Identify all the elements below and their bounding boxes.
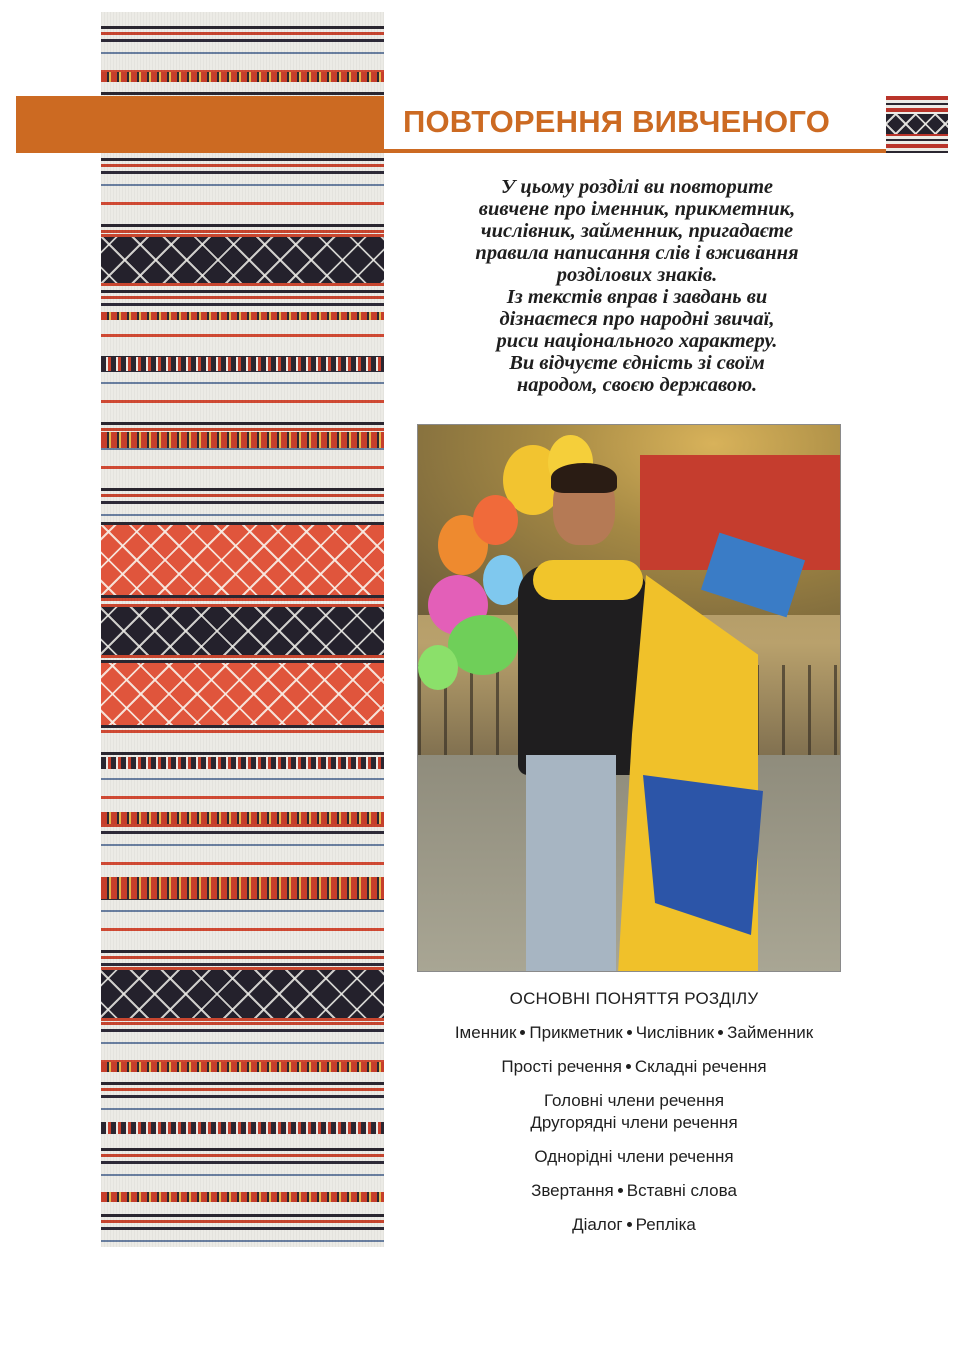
towel-stripe — [101, 1192, 384, 1202]
concept-item: Однорідні члени речення — [534, 1147, 734, 1166]
towel-ornament-band — [101, 660, 384, 728]
concept-item: Головні члени речення — [543, 1091, 725, 1110]
concept-item: Іменник — [454, 1023, 517, 1042]
towel-ornament-band — [101, 522, 384, 598]
concept-item: Другорядні члени речення — [530, 1113, 738, 1132]
intro-paragraph — [418, 176, 856, 396]
concepts-row — [416, 1180, 852, 1202]
concepts-row — [416, 1214, 852, 1236]
towel-stripe — [101, 432, 384, 448]
towel-ornament-band — [101, 234, 384, 286]
towel-stripe — [101, 1122, 384, 1134]
towel-stripe — [101, 312, 384, 320]
concepts-row — [416, 1056, 852, 1078]
bullet-dot — [627, 1030, 632, 1035]
intro-line: У цьому розділі ви повторите — [501, 176, 773, 198]
photo-man-with-flags — [417, 424, 841, 972]
embroidered-towel-image — [101, 12, 384, 1247]
concept-item: Складні речення — [634, 1057, 767, 1076]
bullet-dot — [626, 1064, 631, 1069]
concept-item: Вставні слова — [626, 1181, 737, 1200]
intro-line: правила написання слів і вживання — [475, 242, 799, 264]
bullet-dot — [718, 1030, 723, 1035]
intro-line: дізнаєтеся про народні звичаї, — [499, 308, 775, 330]
towel-ornament-band — [101, 967, 384, 1021]
concept-item: Прикметник — [529, 1023, 623, 1042]
concepts-heading: ОСНОВНІ ПОНЯТТЯ РОЗДІЛУ — [509, 989, 759, 1008]
intro-line: Ви відчуєте єдність зі своїм — [509, 352, 765, 374]
key-concepts — [416, 988, 852, 1248]
intro-line: народом, своєю державою. — [516, 374, 758, 396]
bullet-dot — [520, 1030, 525, 1035]
concepts-row — [416, 1022, 852, 1044]
intro-line: числівник, займенник, пригадаєте — [480, 220, 794, 242]
towel-stripe — [101, 812, 384, 824]
concept-item: Прості речення — [501, 1057, 622, 1076]
concept-item: Діалог — [572, 1215, 623, 1234]
section-title: ПОВТОРЕННЯ ВИВЧЕНОГО — [403, 104, 831, 139]
towel-stripe — [101, 877, 384, 899]
towel-stripe — [101, 72, 384, 82]
concept-item: Звертання — [531, 1181, 614, 1200]
towel-ornament-band — [101, 604, 384, 658]
concept-item: Числівник — [635, 1023, 715, 1042]
intro-line: вивчене про іменник, прикметник, — [478, 198, 796, 220]
intro-line: риси національного характеру. — [496, 330, 778, 352]
concept-item: Репліка — [635, 1215, 696, 1234]
intro-line: Із текстів вправ і завдань ви — [506, 286, 768, 308]
intro-line: розділових знаків. — [556, 264, 718, 286]
ornament-tile — [886, 96, 948, 153]
bullet-dot — [627, 1222, 632, 1227]
towel-stripe — [101, 357, 384, 371]
bullet-dot — [618, 1188, 623, 1193]
towel-stripe — [101, 1062, 384, 1072]
towel-stripe — [101, 757, 384, 769]
concept-item: Займенник — [727, 1023, 814, 1042]
